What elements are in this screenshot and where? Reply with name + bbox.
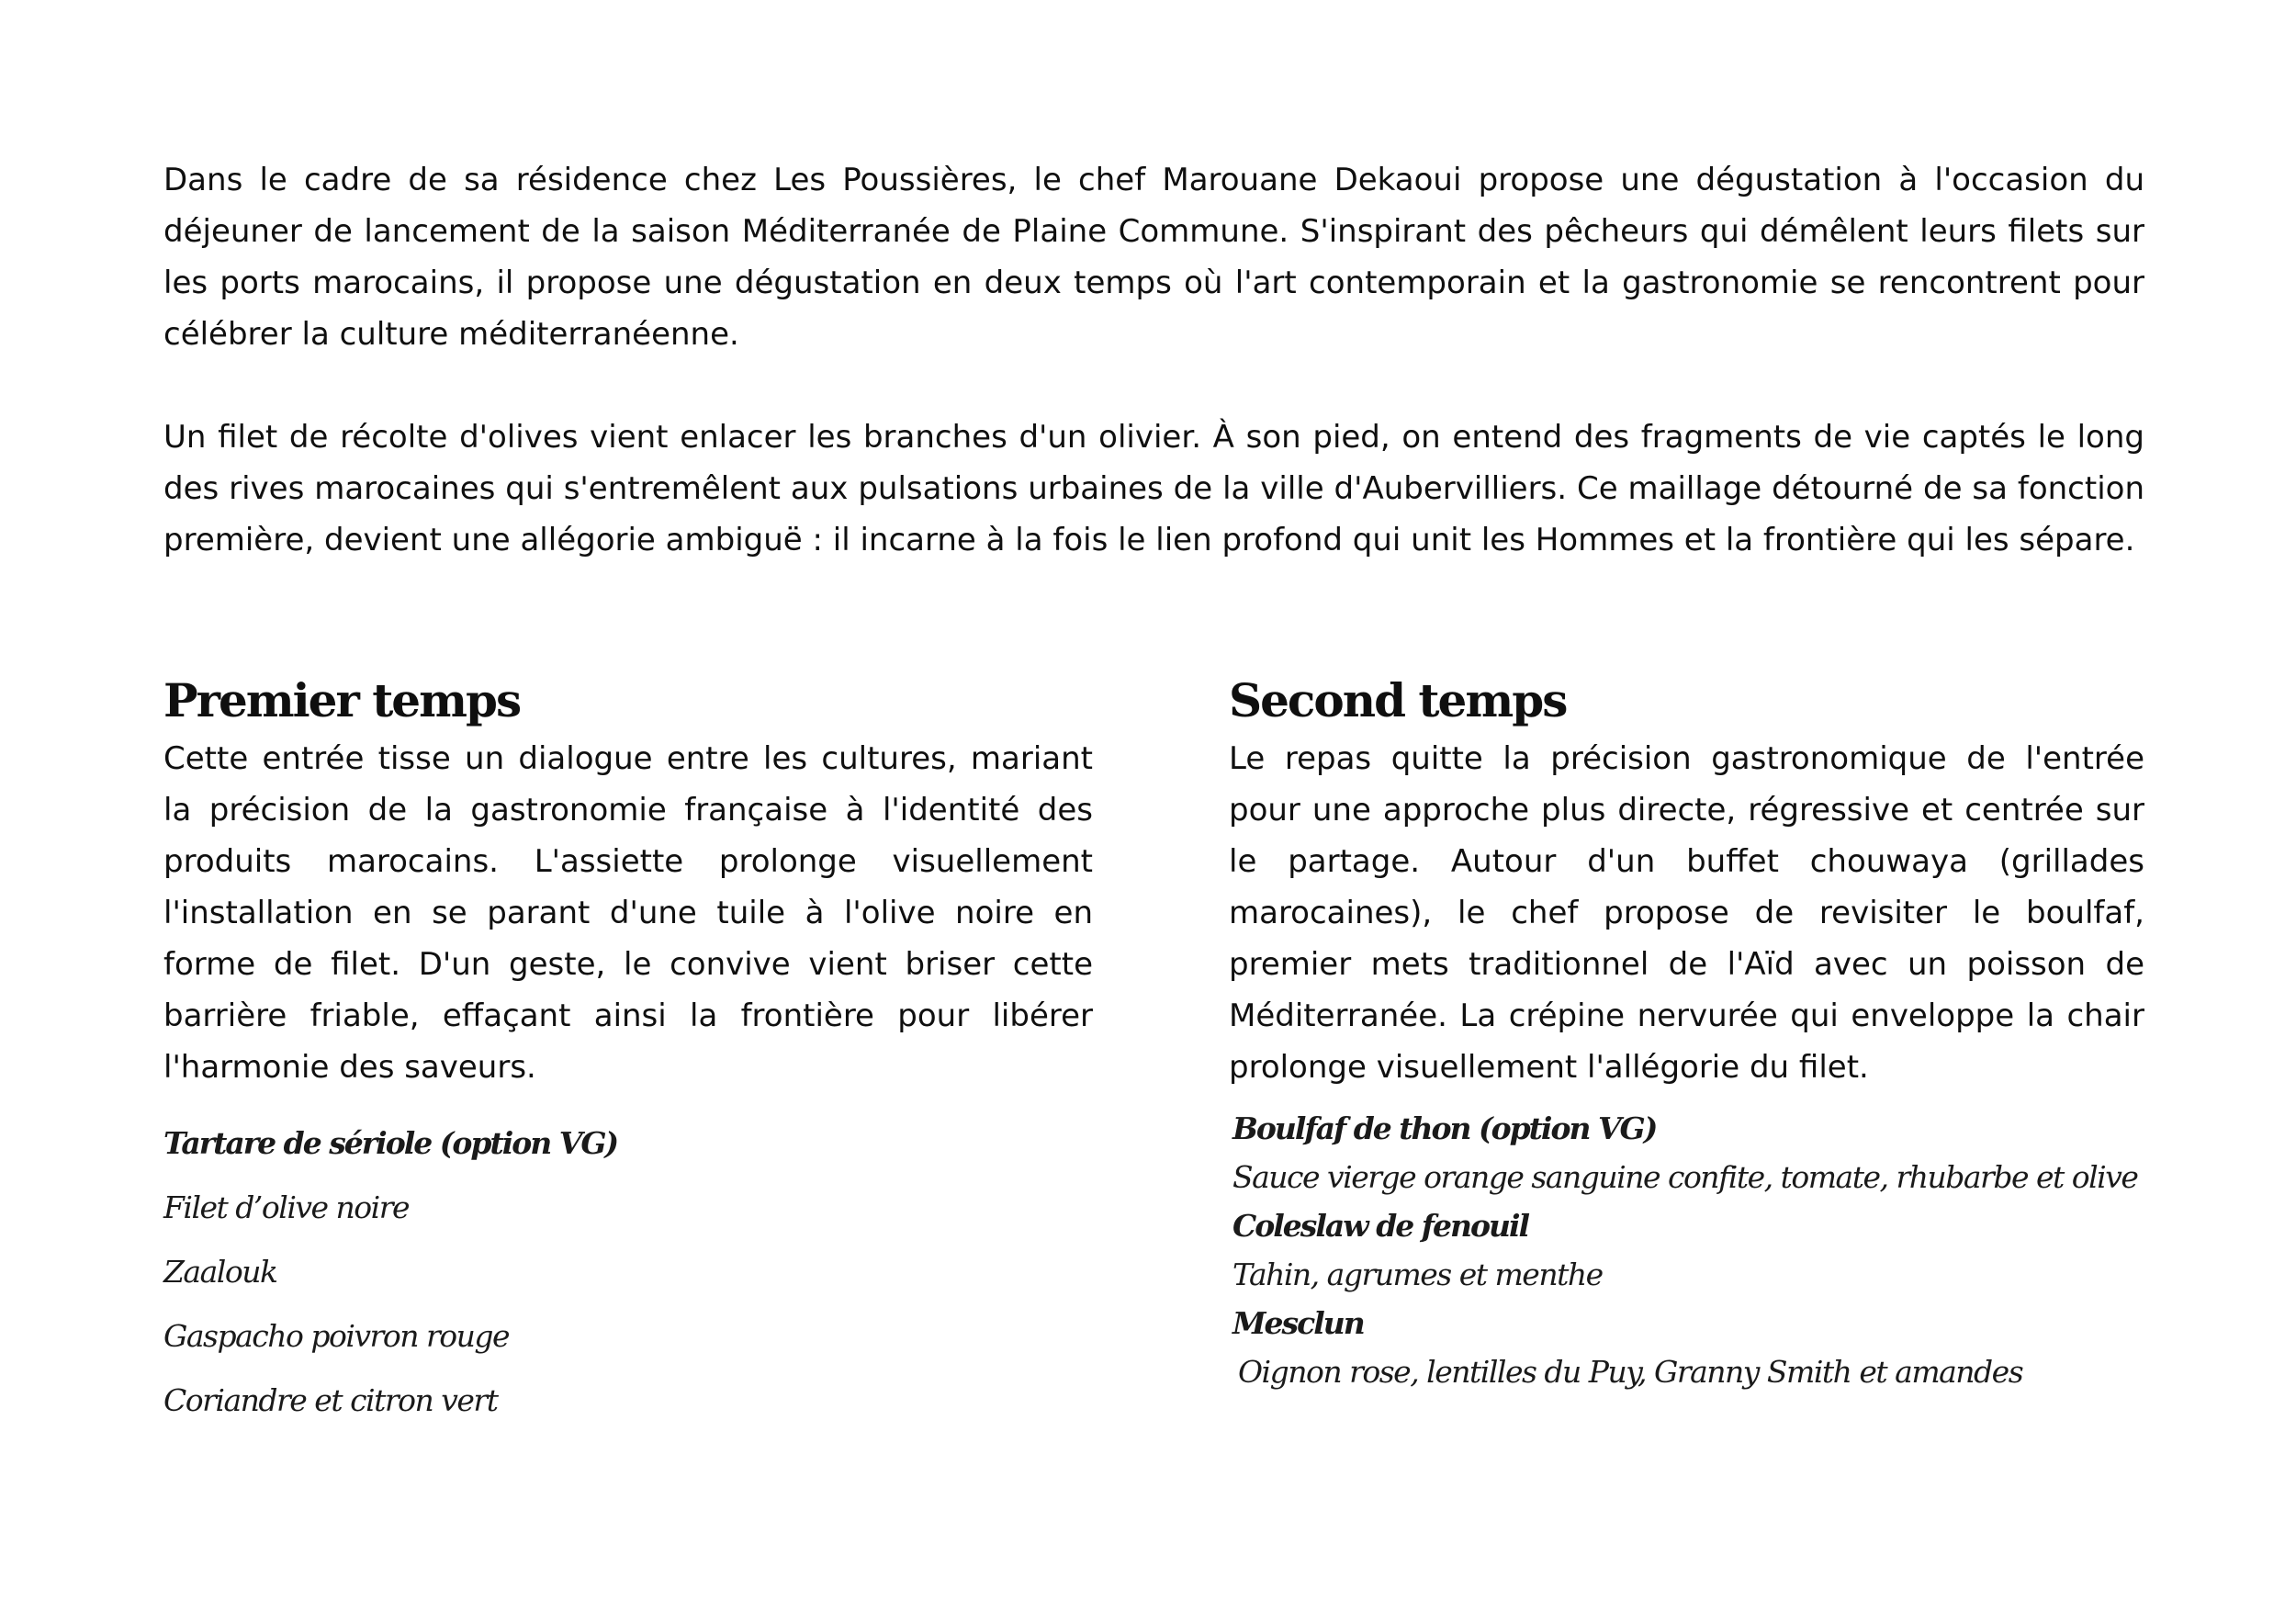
second-temps-body: Le repas quitte la précision gastronomique de l'entrée pour une approche plus directe, régressive et centrée sur le partage. Autour d'un buffet chouwaya (grillades marocaines), le chef propose de revisiter le boulfaf, premier mets traditionnel de l'Aïd avec un poisson de Méditerranée. La crépine nervurée qui enveloppe la chair prolonge visuellement l'allégorie du filet. (1229, 740, 2144, 1086)
second-temps-title: Second temps (1229, 673, 1567, 727)
premier-temps-section (163, 669, 1093, 1093)
second-dish-3: Mesclun (1232, 1305, 1364, 1341)
premier-temps-body: Cette entrée tisse un dialogue entre les cultures, mariant la précision de la gastronomie française à l'identité des produits marocains. L'assiette prolonge visuellement l'installation en se parant d'une tuile à l'olive noire en forme de filet. D'un geste, le convive vient briser cette barrière friable, effaçant ainsi la frontière pour libérer l'harmonie des saveurs. (163, 740, 1093, 1086)
intro-paragraph-1: Dans le cadre de sa résidence chez Les Poussières, le chef Marouane Dekaoui propose une dégustation à l'occasion du déjeuner de lancement de la saison Méditerranée de Plaine Commune. S'inspirant des pêcheurs qui démêlent leurs filets sur les ports marocains, il propose une dégustation en deux temps où l'art contemporain et la gastronomie se rencontrent pour célébrer la culture méditerranéenne. (163, 162, 2144, 353)
premier-menu-item: Coriandre et citron vert (163, 1382, 498, 1418)
second-dish-2: Coleslaw de fenouil (1232, 1208, 1529, 1244)
premier-menu-item: Zaalouk (163, 1254, 277, 1290)
intro-paragraph-2: Un filet de récolte d'olives vient enlacer les branches d'un olivier. À son pied, on entend des fragments de vie captés le long des rives marocaines qui s'entremêlent aux pulsations urbaines de la ville d'Aubervilliers. Ce maillage détourné de sa fonction première, devient une allégorie ambiguë : il incarne à la fois le lien profond qui unit les Hommes et la frontière qui les sépare. (163, 419, 2144, 558)
premier-menu-item: Gaspacho poivron rouge (163, 1318, 509, 1354)
second-dish-1: Boulfaf de thon (option VG) (1232, 1110, 1657, 1146)
second-dish-1-desc: Sauce vierge orange sanguine confite, tomate, rhubarbe et olive (1232, 1159, 2138, 1195)
premier-menu-item: Filet d’olive noire (163, 1189, 410, 1225)
second-dish-3-desc: Oignon rose, lentilles du Puy, Granny Smith et amandes (1238, 1354, 2023, 1390)
second-menu-list (1232, 1104, 2137, 1396)
intro-text (163, 154, 2144, 617)
second-temps-section (1229, 669, 2144, 1093)
premier-dish: Tartare de sériole (option VG) (163, 1125, 618, 1161)
premier-temps-title: Premier temps (163, 673, 521, 727)
second-dish-2-desc: Tahin, agrumes et menthe (1232, 1257, 1603, 1292)
premier-menu-list (163, 1111, 617, 1433)
